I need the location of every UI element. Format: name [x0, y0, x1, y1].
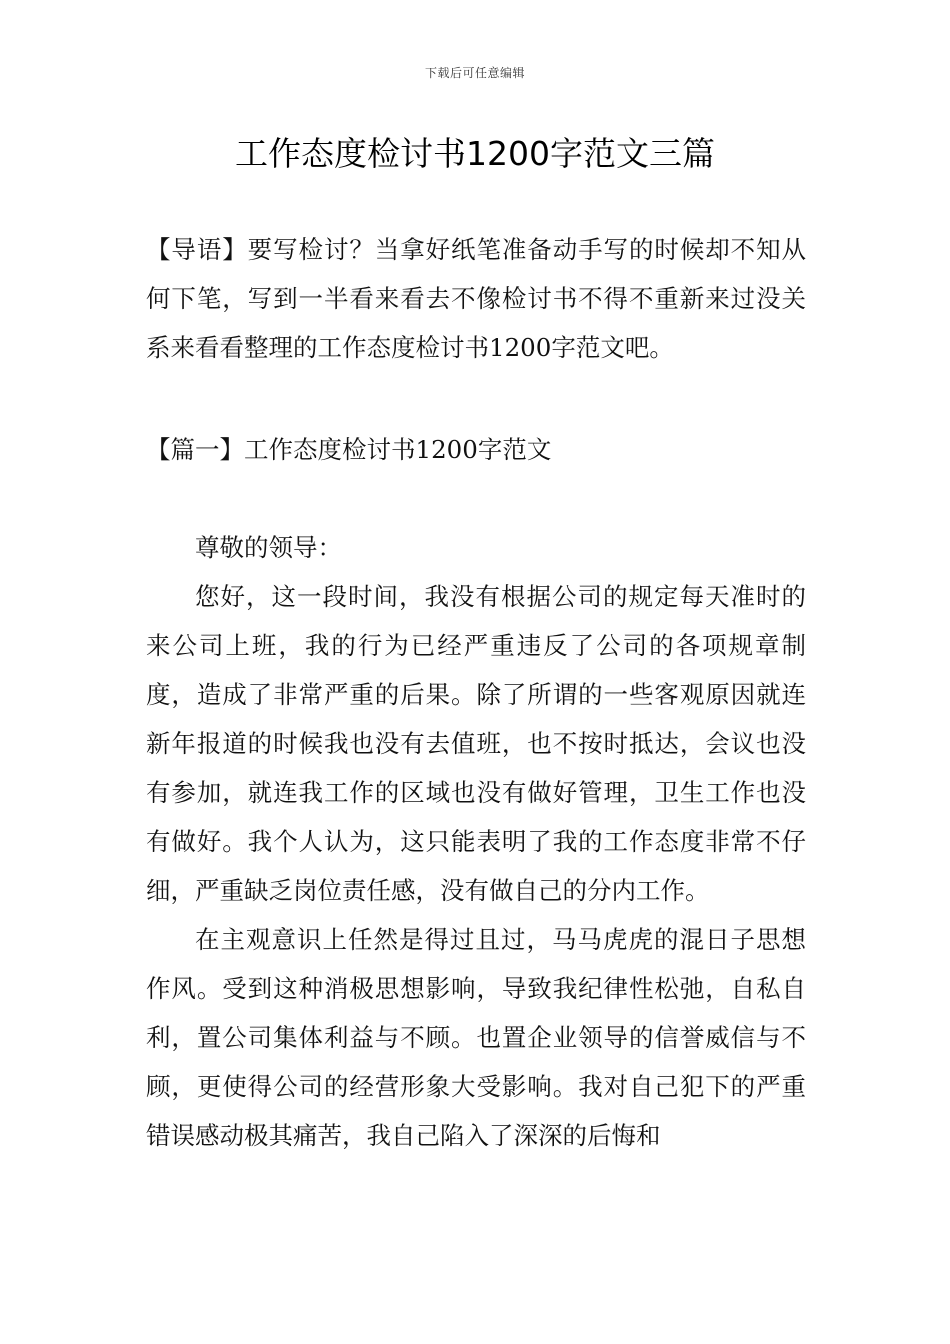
body-paragraph: 您好，这一段时间，我没有根据公司的规定每天准时的来公司上班，我的行为已经严重违反了公司的各项规章制度，造成了非常严重的后果。除了所谓的一些客观原因就连新年报道的时候我也没有去值班，也不按时抵达，会议也没有参加，就连我工作的区域也没有做好管理，卫生工作也没有做好。我个人认为，这只能表明了我的工作态度非常不仔细，严重缺乏岗位责任感，没有做自己的分内工作。 — [146, 582, 806, 905]
document-title: 工作态度检讨书1200字范文三篇 — [235, 134, 715, 173]
intro-paragraph: 【导语】要写检讨？当拿好纸笔准备动手写的时候却不知从何下笔，写到一半看来看去不像检讨书不得不重新来过没关系来看看整理的工作态度检讨书1200字范文吧。 — [146, 235, 806, 362]
letter-body — [146, 572, 806, 1160]
section-heading: 【篇一】工作态度检讨书1200字范文 — [146, 435, 552, 464]
body-paragraph: 在主观意识上任然是得过且过，马马虎虎的混日子思想作风。受到这种消极思想影响，导致我纪律性松弛，自私自利，置公司集体利益与不顾。也置企业领导的信誉威信与不顾，更使得公司的经营形象大受影响。我对自己犯下的严重错误感动极其痛苦，我自己陷入了深深的后悔和 — [146, 925, 806, 1150]
header-note: 下载后可任意编辑 — [424, 66, 525, 80]
salutation: 尊敬的领导： — [195, 533, 342, 562]
